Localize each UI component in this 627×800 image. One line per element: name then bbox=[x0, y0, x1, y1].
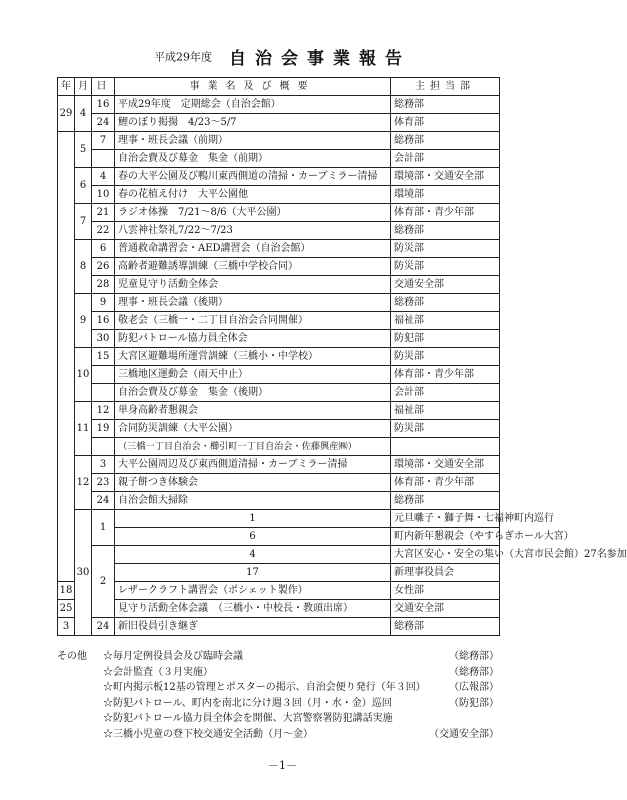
day-cell: 26 bbox=[92, 258, 115, 276]
day-cell bbox=[92, 366, 115, 384]
other-item-text: ☆防犯パトロール、町内を南北に分け週３回（月・水・金）巡回 bbox=[103, 697, 392, 709]
day-cell bbox=[92, 384, 115, 402]
table-row bbox=[58, 186, 500, 204]
day-cell: 23 bbox=[92, 474, 115, 492]
month-cell: 12 bbox=[75, 456, 92, 510]
event-cell: 児童見守り活動全体会 bbox=[115, 276, 391, 294]
event-cell: 普通救命講習会・AED講習会（自治会館） bbox=[115, 240, 391, 258]
event-cell: 理事・班長会議（後期） bbox=[115, 294, 391, 312]
other-item-dept: （広報部） bbox=[449, 682, 499, 693]
table-row bbox=[58, 564, 500, 582]
day-cell: 10 bbox=[92, 186, 115, 204]
dept-cell: 体育部・青少年部 bbox=[391, 204, 500, 222]
year-cell-blank bbox=[58, 132, 75, 582]
table-row bbox=[58, 510, 500, 528]
day-cell: 6 bbox=[92, 240, 115, 258]
table-row bbox=[58, 402, 500, 420]
event-report-table bbox=[57, 77, 627, 636]
col-header-dept: 主担当部 bbox=[391, 78, 500, 96]
day-cell: 4 bbox=[92, 168, 115, 186]
day-cell: 18 bbox=[58, 582, 75, 600]
table-row bbox=[58, 528, 500, 546]
day-cell: 30 bbox=[92, 330, 115, 348]
month-cell: 4 bbox=[75, 96, 92, 132]
dept-cell: 防災部 bbox=[391, 420, 500, 438]
table-row bbox=[58, 114, 500, 132]
day-cell: 17 bbox=[115, 564, 391, 582]
day-cell: 9 bbox=[92, 294, 115, 312]
other-label: その他 bbox=[57, 651, 87, 662]
dept-cell: 総務部 bbox=[391, 96, 500, 114]
dept-cell: 会計部 bbox=[391, 384, 500, 402]
event-cell: 大宮区避難場所運営訓練（三橋小・中学校） bbox=[115, 348, 391, 366]
day-cell bbox=[92, 438, 115, 456]
other-item-text: ☆毎月定例役員会及び臨時会議 bbox=[103, 651, 243, 662]
event-cell: 親子餅つき体験会 bbox=[115, 474, 391, 492]
event-cell: 単身高齢者懇親会 bbox=[115, 402, 391, 420]
col-header-day: 日 bbox=[92, 78, 115, 96]
day-cell: 7 bbox=[92, 132, 115, 150]
page-title bbox=[0, 44, 565, 69]
day-cell: 19 bbox=[92, 420, 115, 438]
day-cell: 22 bbox=[92, 222, 115, 240]
day-cell: 16 bbox=[92, 312, 115, 330]
dept-cell: 総務部 bbox=[391, 618, 500, 636]
year-cell: 30 bbox=[75, 510, 92, 636]
month-cell: 11 bbox=[75, 402, 92, 456]
event-cell: 大宮区安心・安全の集い（大宮市民会館）27名参加 bbox=[391, 546, 500, 564]
table-row bbox=[58, 240, 500, 258]
month-cell: 10 bbox=[75, 348, 92, 402]
dept-cell: 女性部 bbox=[391, 582, 500, 600]
dept-cell: 防災部 bbox=[391, 348, 500, 366]
dept-cell: 会計部 bbox=[391, 150, 500, 168]
table-header-row bbox=[58, 78, 500, 96]
table-row bbox=[58, 420, 500, 438]
dept-cell: 環境部・交通安全部 bbox=[391, 168, 500, 186]
event-cell: 町内新年懇親会（やすらぎホール大宮） bbox=[391, 528, 500, 546]
day-cell: 4 bbox=[115, 546, 391, 564]
other-item-dept: （交通安全部） bbox=[429, 728, 499, 740]
event-cell: 平成29年度 定期総会（自治会館） bbox=[115, 96, 391, 114]
dept-cell: 総務部 bbox=[391, 222, 500, 240]
table-row bbox=[58, 276, 500, 294]
day-cell: 1 bbox=[115, 510, 391, 528]
other-item-text: ☆町内掲示板12基の管理とポスターの掲示、自治会便り発行（年３回） bbox=[103, 682, 426, 693]
event-cell: 高齢者避難誘導訓練（三橋中学校合同） bbox=[115, 258, 391, 276]
day-cell: 25 bbox=[58, 600, 75, 618]
table-row bbox=[58, 96, 500, 114]
month-cell: 9 bbox=[75, 294, 92, 348]
table-row bbox=[58, 312, 500, 330]
table-row bbox=[58, 222, 500, 240]
day-cell: 24 bbox=[92, 492, 115, 510]
dept-cell: 交通安全部 bbox=[391, 276, 500, 294]
event-cell: 合同防災訓練（大平公園） bbox=[115, 420, 391, 438]
table-row bbox=[58, 294, 500, 312]
month-cell: 5 bbox=[75, 132, 92, 168]
other-item-text: ☆三橋小児童の登下校交通安全活動（月～金） bbox=[103, 728, 313, 740]
table-row bbox=[58, 150, 500, 168]
dept-cell: 総務部 bbox=[391, 492, 500, 510]
other-item-text: ☆防犯パトロール協力員全体会を開催、大宮警察署防犯講話実施 bbox=[103, 713, 393, 724]
day-cell: 6 bbox=[115, 528, 391, 546]
month-cell: 6 bbox=[75, 168, 92, 204]
event-cell: レザークラフト講習会（ポシェット製作） bbox=[115, 582, 391, 600]
month-cell: 1 bbox=[92, 510, 115, 546]
day-cell: 3 bbox=[92, 456, 115, 474]
table-row bbox=[58, 384, 500, 402]
event-cell: 自治会館大掃除 bbox=[115, 492, 391, 510]
event-cell: 理事・班長会議（前期） bbox=[115, 132, 391, 150]
day-cell: 28 bbox=[92, 276, 115, 294]
event-cell: 敬老会（三橋一・二丁目自治会合同開催） bbox=[115, 312, 391, 330]
dept-cell: 環境部・交通安全部 bbox=[391, 456, 500, 474]
day-cell bbox=[92, 150, 115, 168]
day-cell: 15 bbox=[92, 348, 115, 366]
table-row bbox=[58, 330, 500, 348]
event-cell: 新旧役員引き継ぎ bbox=[115, 618, 391, 636]
col-header-month: 月 bbox=[75, 78, 92, 96]
table-row bbox=[58, 348, 500, 366]
dept-cell: 環境部 bbox=[391, 186, 500, 204]
table-row bbox=[58, 492, 500, 510]
month-cell: 3 bbox=[58, 618, 75, 636]
dept-cell: 総務部 bbox=[391, 294, 500, 312]
table-row bbox=[58, 168, 500, 186]
page-number: －1－ bbox=[268, 759, 297, 772]
other-item-dept: （防犯部） bbox=[449, 697, 499, 709]
fiscal-year-label: 平成29年度 bbox=[153, 50, 212, 64]
col-header-year: 年 bbox=[58, 78, 75, 96]
table-row bbox=[58, 546, 500, 564]
event-cell: 三橋地区運動会（雨天中止） bbox=[115, 366, 391, 384]
year-cell: 29 bbox=[58, 96, 75, 132]
table-row bbox=[58, 204, 500, 222]
event-cell: 春の花植え付け 大平公園他 bbox=[115, 186, 391, 204]
table-row bbox=[58, 366, 500, 384]
event-cell: ラジオ体操 7/21～8/6（大平公園） bbox=[115, 204, 391, 222]
event-cell: （三橋一丁目自治会・櫛引町一丁目自治会・佐藤興産㈱） bbox=[115, 438, 391, 456]
dept-cell: 防災部 bbox=[391, 240, 500, 258]
table-row bbox=[58, 582, 500, 600]
table-row bbox=[58, 132, 500, 150]
dept-cell: 福祉部 bbox=[391, 402, 500, 420]
other-item-text: ☆会計監査（３月実施） bbox=[103, 666, 213, 678]
day-cell: 24 bbox=[92, 618, 115, 636]
table-row bbox=[58, 456, 500, 474]
report-title: 自治会事業報告 bbox=[229, 49, 412, 69]
day-cell: 24 bbox=[92, 114, 115, 132]
event-cell: 自治会費及び募金 集金（後期） bbox=[115, 384, 391, 402]
table-row bbox=[58, 438, 500, 456]
month-cell: 7 bbox=[75, 204, 92, 240]
month-cell: 2 bbox=[92, 546, 115, 618]
table-row bbox=[58, 618, 500, 636]
table-row bbox=[58, 600, 500, 618]
other-item-dept: （総務部） bbox=[449, 651, 499, 662]
dept-cell bbox=[391, 438, 500, 456]
dept-cell: 防災部 bbox=[391, 258, 500, 276]
col-header-event: 事業名及び概要 bbox=[115, 78, 391, 96]
dept-cell: 体育部・青少年部 bbox=[391, 474, 500, 492]
event-cell: 自治会費及び募金 集金（前期） bbox=[115, 150, 391, 168]
other-item-dept: （総務部） bbox=[449, 666, 499, 678]
dept-cell: 体育部 bbox=[391, 114, 500, 132]
dept-cell: 防犯部 bbox=[391, 330, 500, 348]
event-cell: 大平公園周辺及び東西側道清掃・カーブミラー清掃 bbox=[115, 456, 391, 474]
day-cell: 16 bbox=[92, 96, 115, 114]
day-cell: 21 bbox=[92, 204, 115, 222]
event-cell: 新理事役員会 bbox=[391, 564, 500, 582]
event-cell: 鯉のぼり掲揚 4/23～5/7 bbox=[115, 114, 391, 132]
event-cell: 八雲神社祭礼7/22～7/23 bbox=[115, 222, 391, 240]
event-cell: 見守り活動全体会議 （三橋小・中校長・教頭出席） bbox=[115, 600, 391, 618]
table-row bbox=[58, 474, 500, 492]
table-row bbox=[58, 258, 500, 276]
dept-cell: 福祉部 bbox=[391, 312, 500, 330]
dept-cell: 交通安全部 bbox=[391, 600, 500, 618]
day-cell: 12 bbox=[92, 402, 115, 420]
dept-cell: 総務部 bbox=[391, 132, 500, 150]
event-cell: 防犯パトロール協力員全体会 bbox=[115, 330, 391, 348]
dept-cell: 体育部・青少年部 bbox=[391, 366, 500, 384]
month-cell: 8 bbox=[75, 240, 92, 294]
event-cell: 春の大平公園及び鴨川東西側道の清掃・カーブミラー清掃 bbox=[115, 168, 391, 186]
event-cell: 元旦囃子・獅子舞・七福神町内巡行 bbox=[391, 510, 500, 528]
